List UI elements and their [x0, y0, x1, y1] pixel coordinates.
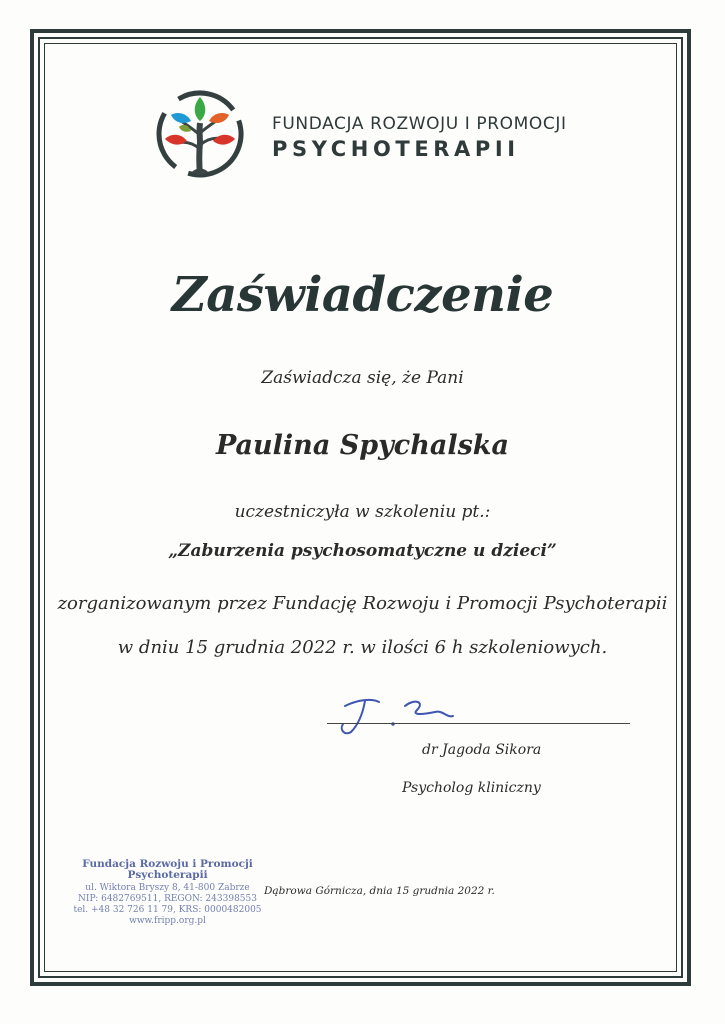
stamp-contact: tel. +48 32 726 11 79, KRS: 0000482005: [73, 905, 262, 915]
org-name-line1: FUNDACJA ROZWOJU I PROMOCJI: [272, 114, 567, 134]
place-date: Dąbrowa Górnicza, dnia 15 grudnia 2022 r.: [264, 885, 495, 897]
signer-name: dr Jagoda Sikora: [422, 742, 542, 758]
stamp-ids: NIP: 6482769511, REGON: 243398553: [78, 894, 257, 904]
signer-role: Psycholog kliniczny: [402, 780, 541, 796]
org-name-line2: PSYCHOTERAPII: [272, 137, 520, 161]
certificate-title: Zaświadczenie: [171, 267, 554, 323]
date-hours-text: w dniu 15 grudnia 2022 r. w ilości 6 h szkoleniowych.: [117, 637, 608, 658]
intro-text: Zaświadcza się, że Pani: [261, 368, 464, 388]
tree-logo-icon: [155, 87, 245, 181]
organizer-text: zorganizowanym przez Fundację Rozwoju i Promocji Psychoterapii: [57, 593, 668, 614]
course-title: „Zaburzenia psychosomatyczne u dzieci”: [168, 541, 557, 561]
stamp-website: www.fripp.org.pl: [129, 916, 206, 926]
recipient-name: Paulina Spychalska: [215, 430, 510, 461]
stamp-title: Fundacja Rozwoju i Promocji Psychoterapii: [82, 858, 253, 881]
participation-text: uczestniczyła w szkoleniu pt.:: [234, 502, 491, 522]
signature-line: [327, 723, 630, 724]
stamp-address: ul. Wiktora Bryszy 8, 41-800 Zabrze: [85, 883, 250, 893]
handwritten-signature: [335, 684, 475, 744]
organization-stamp: [55, 859, 280, 927]
